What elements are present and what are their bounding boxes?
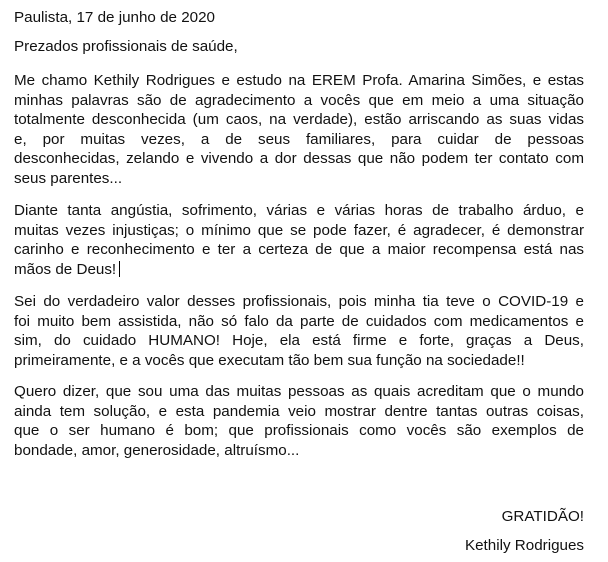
place-date: Paulista, 17 de junho de 2020: [14, 9, 215, 26]
paragraph-line: minhas palavras são de agradecimento a vocês que em meio a uma situação: [14, 91, 584, 109]
paragraph-line: mãos de Deus!: [14, 260, 117, 278]
paragraph-4: [14, 382, 584, 460]
paragraph-line: bondade, amor, generosidade, altruísmo...: [14, 441, 300, 459]
paragraph-3: [14, 292, 584, 370]
paragraph-line: muitas vezes injustiças; o mínimo que se pode fazer, é agradecer, é demonstrar: [14, 221, 584, 239]
signature: Kethily Rodrigues: [464, 537, 584, 554]
paragraph-1: [14, 71, 584, 189]
paragraph-line: carinho e reconhecimento e ter a certeza de que a maior recompensa está nas: [14, 241, 584, 259]
paragraph-line: Diante tanta angústia, sofrimento, várias e várias horas de trabalho árduo, e: [14, 202, 584, 219]
paragraph-line: Quero dizer, que sou uma das muitas pessoas as quais acreditam que o mundo: [14, 383, 584, 400]
paragraph-2: [14, 201, 584, 279]
paragraph-line: que o ser humano é bom; que profissionais como vocês são exemplos de: [14, 422, 584, 440]
paragraph-line-with-cursor: [14, 260, 584, 280]
paragraph-line: Sei do verdadeiro valor desses profissionais, pois minha tia teve o COVID-19 e: [14, 293, 584, 310]
paragraph-line: e, por muitas vezes, a de seus familiares, para cuidar de pessoas: [14, 130, 584, 148]
paragraph-line: Me chamo Kethily Rodrigues e estudo na EREM Profa. Amarina Simões, e estas: [14, 72, 584, 89]
closing: GRATIDÃO!: [501, 508, 584, 525]
paragraph-line: desconhecidas, zelando e vivendo a dor dessas que não podem ter contato com: [14, 150, 584, 168]
paragraph-line: seus parentes...: [14, 169, 123, 187]
paragraph-line: totalmente desconhecida (um caos, na verdade), estão arriscando as suas vidas: [14, 111, 584, 129]
paragraph-line: ainda tem solução, e esta pandemia veio mostrar dentre tantas outras coisas,: [14, 402, 584, 420]
paragraph-line: sim, do cuidado HUMANO! Hoje, ela está firme e forte, graças a Deus,: [14, 332, 584, 350]
text-cursor: [119, 261, 120, 277]
paragraph-line: foi muito bem assistida, não só falo da parte de cuidados com medicamentos e: [14, 312, 584, 330]
paragraph-line: primeiramente, e a vocês que executam tão bem sua função na sociedade!!: [14, 351, 525, 369]
salutation: Prezados profissionais de saúde,: [14, 38, 238, 55]
